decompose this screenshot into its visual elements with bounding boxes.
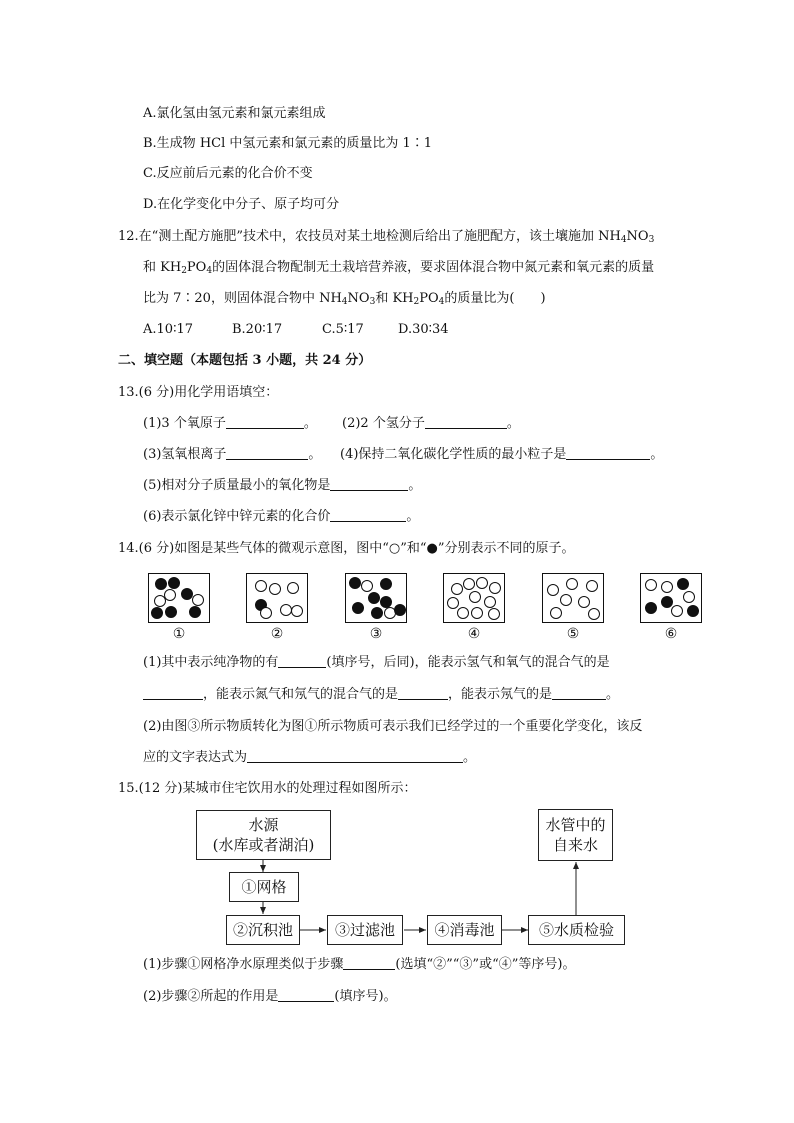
answer-blank[interactable]: [343, 956, 395, 970]
q11-option-a: A.氯化氢由氢元素和氯元素组成: [143, 106, 326, 121]
water-source-label: 水源: [248, 816, 279, 834]
q14-line-1: (1)其中表示纯净物的有 (填序号，后同)，能表示氢气和氧气的混合气的是: [143, 655, 610, 670]
q11-option-d: D.在化学变化中分子、原子均可分: [143, 197, 340, 212]
filter-pool-box: ③过滤池: [327, 915, 403, 945]
molecule-label-4: ④: [467, 626, 481, 642]
q15-item-2: (2)步骤②所起的作用是 (填序号)。: [143, 989, 397, 1004]
q13-item-1: (1)3 个氧原子 。: [143, 416, 317, 431]
grid-box: ①网格: [229, 872, 299, 902]
molecule-label-5: ⑤: [566, 626, 580, 642]
q12-option-a: A.10∶17: [143, 322, 193, 337]
q12-option-b: B.20∶17: [232, 322, 283, 337]
molecule-label-1: ①: [172, 626, 186, 642]
q12-line-1: 12.在“测土配方施肥”技术中，农技员对某土地检测后给出了施肥配方，该土壤施加 $NH_4NO_3$: [118, 229, 655, 245]
water-source-box: [196, 810, 331, 860]
quality-inspection-box: ⑤水质检验: [528, 915, 625, 945]
q14-line-2: ，能表示氮气和氖气的混合气的是 ，能表示氖气的是 。: [143, 686, 619, 704]
q14-stem: 14.(6 分)如图是某些气体的微观示意图，图中“○”和“●”分别表示不同的原子。: [118, 541, 575, 556]
q14-line-3: (2)由图③所示物质转化为图①所示物质可表示我们已经学过的一个重要化学变化，该反: [143, 719, 643, 734]
q12-option-d: D.30∶34: [398, 322, 449, 337]
q11-option-b: B.生成物 HCl 中氢元素和氯元素的质量比为 1∶1: [143, 136, 433, 151]
q13-item-2: (2)2 个氢分子 。: [342, 416, 520, 431]
q12-line-2: 和 $KH_2PO_4$的固体混合物配制无土栽培营养液，要求固体混合物中氮元素和氧元素的质量: [143, 260, 655, 276]
water-source-sublabel: (水库或者湖泊): [212, 836, 315, 854]
q13-stem: 13.(6 分)用化学用语填空：: [118, 385, 279, 400]
answer-blank[interactable]: [278, 988, 334, 1002]
q12-option-c: C.5∶17: [322, 322, 364, 337]
tap-water-sublabel: 自来水: [552, 836, 598, 854]
q14-line-4: 应的文字表达式为 。: [143, 750, 477, 765]
q13-item-5: (5)相对分子质量最小的氧化物是 。: [143, 478, 422, 493]
disinfection-pool-box: ④消毒池: [427, 915, 502, 945]
q13-item-4: (4)保持二氧化碳化学性质的最小粒子是 。: [340, 447, 664, 462]
q13-item-3: (3)氢氧根离子 。: [143, 447, 322, 462]
molecule-label-2: ②: [270, 626, 284, 642]
molecule-label-6: ⑥: [664, 626, 678, 642]
sediment-pool-box: ②沉积池: [226, 915, 300, 945]
q15-stem: 15.(12 分)某城市住宅饮用水的处理过程如图所示：: [118, 781, 417, 796]
section-title: 二、填空题（本题包括 3 小题，共 24 分）: [118, 353, 372, 368]
molecule-label-3: ③: [369, 626, 383, 642]
tap-water-box: [538, 809, 613, 861]
q11-option-c: C.反应前后元素的化合价不变: [143, 166, 313, 181]
q12-line-3: 比为 7∶20，则固体混合物中 $NH_4NO_3$和 $KH_2PO_4$的质量比为( ): [143, 291, 546, 307]
q13-item-6: (6)表示氯化锌中锌元素的化合价 。: [143, 509, 420, 524]
tap-water-label: 水管中的: [545, 816, 606, 834]
q15-item-1: (1)步骤①网格净水原理类似于步骤 (选填“②”“③”或“④”等序号)。: [143, 957, 576, 972]
